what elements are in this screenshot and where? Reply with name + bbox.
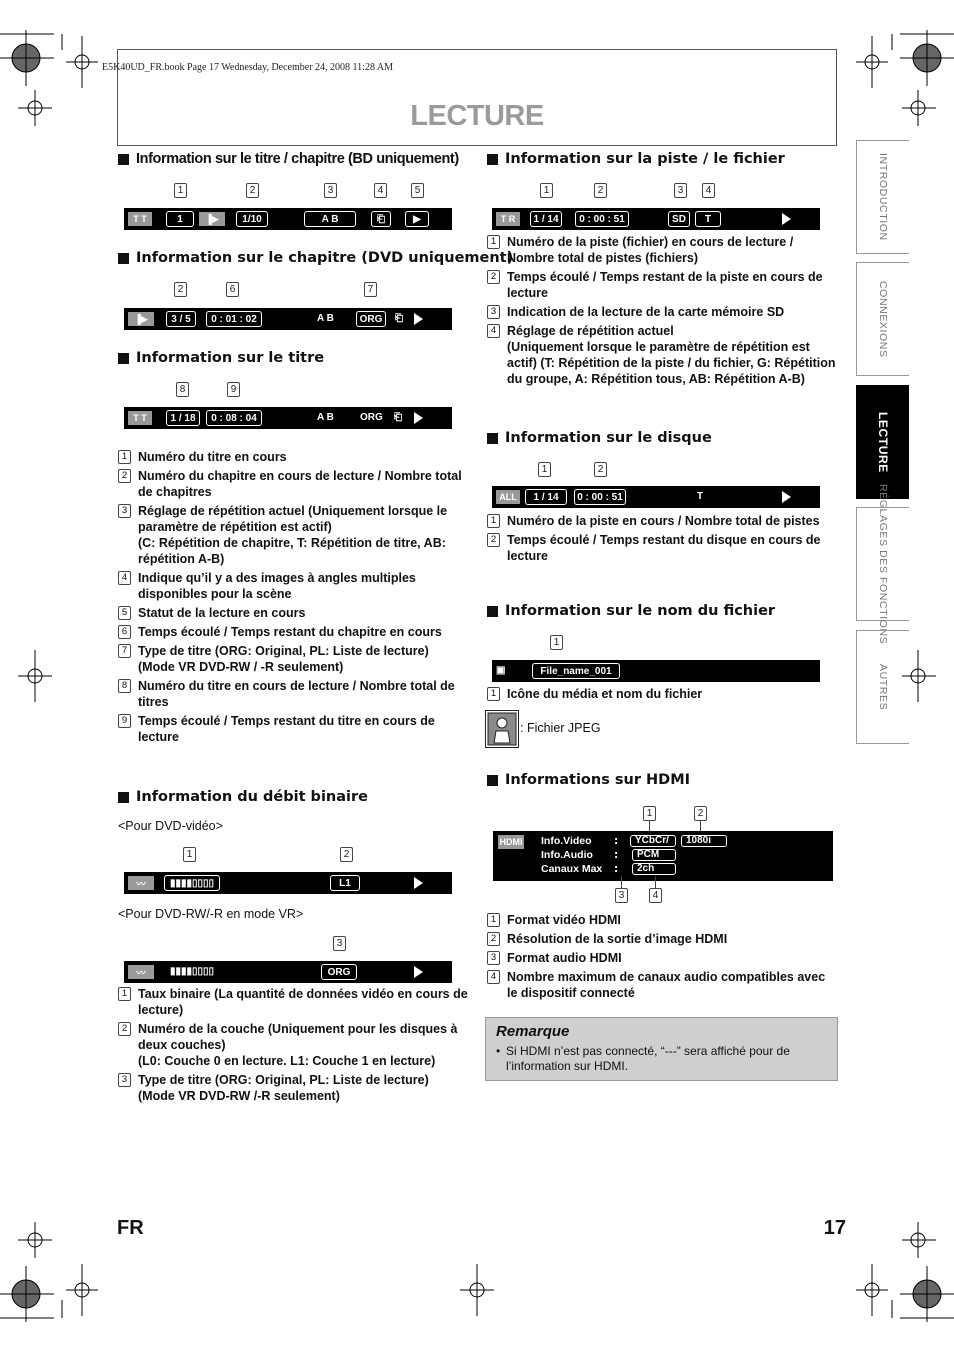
tab-autres[interactable]: AUTRES xyxy=(856,630,909,744)
play-icon xyxy=(782,491,791,503)
media-icon: ▣ xyxy=(496,665,506,676)
callout: 1 xyxy=(550,635,563,650)
callout: 2 xyxy=(246,183,259,198)
track-info-bar xyxy=(492,208,820,230)
hdmi-tag: HDMI xyxy=(499,837,523,847)
list-item: 8 Numéro du titre en cours de lecture / Nombre total de titres xyxy=(118,678,468,710)
callout: 1 xyxy=(538,462,551,477)
chapter-count: 3 / 5 xyxy=(166,311,196,327)
callout: 2 xyxy=(174,282,187,297)
bitrate-meter: ▮▮▮▮▯▯▯▯ xyxy=(164,875,220,891)
angle-icon: ⎗ xyxy=(395,313,403,324)
filename-bar xyxy=(492,660,820,682)
list-item: 4 Nombre maximum de canaux audio compatibles avec le dispositif connecté xyxy=(487,969,837,1001)
repeat-indicator: A B xyxy=(317,313,334,324)
channels-value: 2ch xyxy=(632,863,676,875)
tt-tag: T T xyxy=(128,212,152,226)
list-item: 1 Icône du média et nom du fichier xyxy=(487,686,837,702)
list-item: 3 Format audio HDMI xyxy=(487,950,837,966)
tr-tag: T R xyxy=(496,212,520,226)
chapter-count: 1/10 xyxy=(236,211,268,227)
callout: 1 xyxy=(174,183,187,198)
list-item: 1 Numéro de la piste (fichier) en cours de lecture / Nombre total de pistes (fichiers) xyxy=(487,234,837,266)
list-item: 2 Temps écoulé / Temps restant du disque en cours de lecture xyxy=(487,532,837,564)
list-item: 5 Statut de la lecture en cours xyxy=(118,605,468,621)
disc-track-count: 1 / 14 xyxy=(525,489,567,505)
resolution-value: 1080i xyxy=(681,835,727,847)
jpeg-label: : Fichier JPEG xyxy=(520,721,601,735)
callout: 3 xyxy=(615,888,628,903)
hdmi-info-panel xyxy=(493,831,833,881)
play-icon xyxy=(414,412,423,424)
dvd-video-label: <Pour DVD-vidéo> xyxy=(118,819,223,833)
all-tag: ALL xyxy=(496,490,520,504)
video-label: Info.Video xyxy=(541,835,592,847)
callout: 8 xyxy=(176,382,189,397)
title-type: ORG xyxy=(360,412,383,423)
dvd-vr-label: <Pour DVD-RW/-R en mode VR> xyxy=(118,907,304,921)
sd-indicator: SD xyxy=(668,211,690,227)
footer-language: FR xyxy=(117,1217,144,1239)
track-count: 1 / 14 xyxy=(530,211,562,227)
callout: 7 xyxy=(364,282,377,297)
repeat-indicator: A B xyxy=(317,412,334,423)
file-name: File_name_001 xyxy=(532,663,620,679)
callout-line xyxy=(655,876,656,888)
book-info: E5K40UD_FR.book Page 17 Wednesday, December 24, 2008 11:28 AM xyxy=(102,62,394,73)
channels-label: Canaux Max xyxy=(541,863,603,875)
jpeg-file-icon xyxy=(485,710,519,748)
repeat-indicator: T xyxy=(697,491,704,502)
title-type: ORG xyxy=(321,964,357,980)
note-text: • Si HDMI n’est pas connecté, “---” sera affiché pour de l’information sur HDMI. xyxy=(496,1044,828,1074)
callout: 4 xyxy=(702,183,715,198)
list-item: 2 Numéro de la couche (Uniquement pour les disques à deux couches) (L0: Couche 0 en lecture. L1: Couche 1 en lecture) xyxy=(118,1021,468,1069)
list-item: 7 Type de titre (ORG: Original, PL: Liste de lecture) (Mode VR DVD-RW / -R seulement) xyxy=(118,643,468,675)
callout: 4 xyxy=(649,888,662,903)
repeat-indicator: A B xyxy=(304,211,356,227)
title-type: ORG xyxy=(356,311,386,327)
disc-info-bar xyxy=(492,486,820,508)
list-item: 2 Temps écoulé / Temps restant de la piste en cours de lecture xyxy=(487,269,837,301)
repeat-indicator: T xyxy=(695,211,721,227)
callout-line xyxy=(621,876,622,888)
note-title: Remarque xyxy=(496,1023,570,1040)
callout: 4 xyxy=(374,183,387,198)
section-bitrate: Information du débit binaire xyxy=(118,789,368,805)
list-item: 3 Type de titre (ORG: Original, PL: Liste de lecture) (Mode VR DVD-RW /-R seulement) xyxy=(118,1072,468,1104)
track-time: 0 : 00 : 51 xyxy=(575,211,629,227)
chapter-icon: ▐▶ xyxy=(128,312,154,326)
list-item: 6 Temps écoulé / Temps restant du chapitre en cours xyxy=(118,624,468,640)
title-time: 0 : 08 : 04 xyxy=(206,410,262,426)
chapter-time: 0 : 01 : 02 xyxy=(206,311,262,327)
callout: 3 xyxy=(674,183,687,198)
list-item: 3 Indication de la lecture de la carte mémoire SD xyxy=(487,304,837,320)
page-number: 17 xyxy=(823,1217,846,1239)
list-item: 9 Temps écoulé / Temps restant du titre en cours de lecture xyxy=(118,713,468,745)
title-info-bar xyxy=(124,407,452,429)
dvd-chapter-bar xyxy=(124,308,452,330)
bitrate-legend-list xyxy=(118,986,468,1107)
tab-connexions[interactable]: CONNEXIONS xyxy=(856,262,909,376)
list-item: 4 Indique qu’il y a des images à angles multiples disponibles pour la scène xyxy=(118,570,468,602)
bitrate-vr-bar xyxy=(124,961,452,983)
disc-time: 0 : 00 : 51 xyxy=(574,489,626,505)
callout: 5 xyxy=(411,183,424,198)
list-item: 1 Format vidéo HDMI xyxy=(487,912,837,928)
title-count: 1 / 18 xyxy=(166,410,200,426)
file-legend-list xyxy=(487,686,837,705)
play-status-icon: ▶ xyxy=(405,211,429,227)
track-legend-list xyxy=(487,234,837,390)
section-filename: Information sur le nom du fichier xyxy=(487,603,775,619)
list-item: 2 Numéro du chapitre en cours de lecture / Nombre total de chapitres xyxy=(118,468,468,500)
section-disc: Information sur le disque xyxy=(487,430,712,446)
tab-reglages[interactable]: RÉGLAGES DES FONCTIONS xyxy=(856,507,909,621)
disc-legend-list xyxy=(487,513,837,567)
bitrate-dvd-bar xyxy=(124,872,452,894)
page-title: LECTURE xyxy=(410,100,544,132)
list-item: 1 Numéro de la piste en cours / Nombre total de pistes xyxy=(487,513,837,529)
bitrate-icon: 〰 xyxy=(128,876,154,890)
left-legend-list xyxy=(118,449,468,748)
callout: 9 xyxy=(227,382,240,397)
callout: 3 xyxy=(324,183,337,198)
hdmi-legend-list xyxy=(487,912,837,1004)
video-format-value: YCbCr/ xyxy=(630,835,676,847)
colon: : xyxy=(614,863,619,875)
play-icon xyxy=(414,966,423,978)
angle-icon: ⎗ xyxy=(394,412,402,423)
title-number: 1 xyxy=(166,211,194,227)
note-box xyxy=(485,1017,838,1081)
audio-label: Info.Audio xyxy=(541,849,593,861)
section-track: Information sur la piste / le fichier xyxy=(487,151,785,167)
tab-lecture[interactable]: LECTURE xyxy=(856,385,909,499)
callout: 1 xyxy=(643,806,656,821)
tab-introduction[interactable]: INTRODUCTION xyxy=(856,140,909,254)
callout: 2 xyxy=(594,183,607,198)
chapter-icon: ▐▶ xyxy=(199,212,225,226)
list-item: 2 Résolution de la sortie d’image HDMI xyxy=(487,931,837,947)
callout: 2 xyxy=(594,462,607,477)
section-bd-title: Information sur le titre / chapitre (BD uniquement) xyxy=(118,151,459,167)
callout: 2 xyxy=(340,847,353,862)
callout: 2 xyxy=(694,806,707,821)
callout: 3 xyxy=(333,936,346,951)
callout: 1 xyxy=(540,183,553,198)
section-title-info: Information sur le titre xyxy=(118,350,324,366)
list-item: 1 Numéro du titre en cours xyxy=(118,449,468,465)
play-icon xyxy=(782,213,791,225)
play-icon xyxy=(414,877,423,889)
list-item: 3 Réglage de répétition actuel (Uniquement lorsque le paramètre de répétition est actif) (C: Répétition de chapitre, T: Répétition de titre, AB: répétition A-B) xyxy=(118,503,468,567)
angle-icon: ⎗ xyxy=(371,211,391,227)
bd-info-bar xyxy=(124,208,452,230)
layer-indicator: L1 xyxy=(330,875,360,891)
list-item: 4 Réglage de répétition actuel (Uniquement lorsque le paramètre de répétition est actif) (T: Répétition de la piste / du fichier, G: Répétition du groupe, A: Répétition tous, AB: Répétition A-B) xyxy=(487,323,837,387)
callout: 6 xyxy=(226,282,239,297)
colon: : xyxy=(614,835,619,847)
list-item: 1 Taux binaire (La quantité de données vidéo en cours de lecture) xyxy=(118,986,468,1018)
bitrate-meter: ▮▮▮▮▯▯▯▯ xyxy=(170,966,215,977)
callout: 1 xyxy=(183,847,196,862)
section-dvd-chapter: Information sur le chapitre (DVD uniquement) xyxy=(118,250,513,266)
tt-tag: T T xyxy=(128,411,152,425)
section-hdmi: Informations sur HDMI xyxy=(487,772,690,788)
play-icon xyxy=(414,313,423,325)
colon: : xyxy=(614,849,619,861)
bitrate-icon: 〰 xyxy=(128,965,154,979)
audio-format-value: PCM xyxy=(632,849,676,861)
